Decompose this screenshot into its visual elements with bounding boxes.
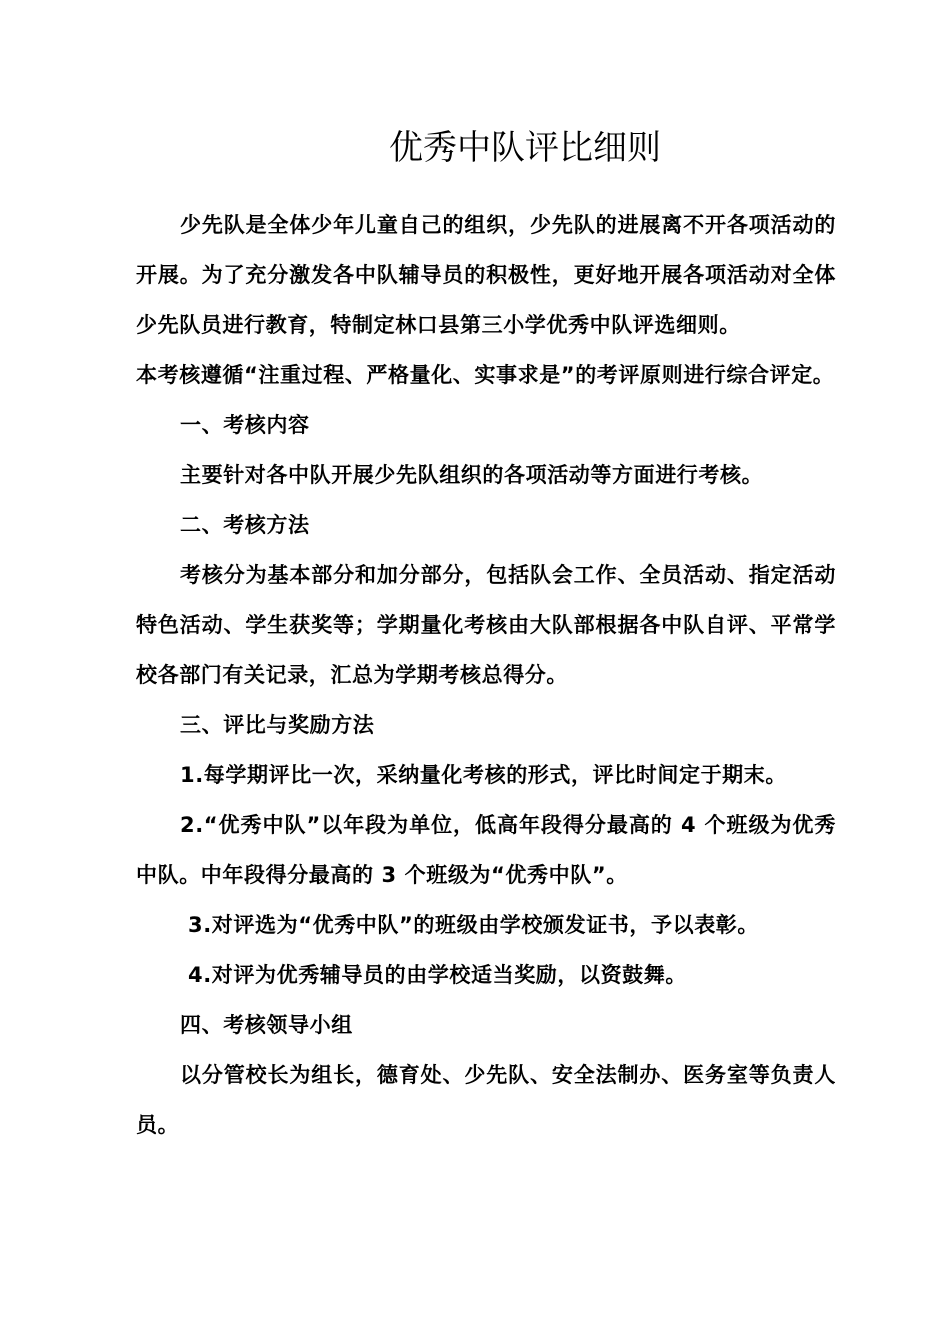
section-heading-reward: 三、评比与奖励方法 bbox=[180, 713, 375, 737]
leadership-paragraph: 以分管校长为组长，德育处、少先队、安全法制办、医务室等负责人员。 bbox=[136, 1063, 836, 1137]
document-title: 优秀中队评比细则 bbox=[389, 128, 661, 168]
content-paragraph: 主要针对各中队开展少先队组织的各项活动等方面进行考核。 bbox=[180, 463, 764, 487]
method-paragraph: 考核分为基本部分和加分部分，包括队会工作、全员活动、指定活动特色活动、学生获奖等；学期量化考核由大队部根据各中队自评、平常学校各部门有关记录，汇总为学期考核总得分。 bbox=[136, 563, 836, 687]
section-heading-leadership: 四、考核领导小组 bbox=[180, 1013, 353, 1037]
document-body bbox=[136, 200, 836, 1150]
reward-item-4: 4.对评为优秀辅导员的由学校适当奖励，以资鼓舞。 bbox=[188, 963, 687, 987]
intro-paragraph: 少先队是全体少年儿童自己的组织，少先队的进展离不开各项活动的开展。为了充分激发各中队辅导员的积极性，更好地开展各项活动对全体少先队员进行教育，特制定林口县第三小学优秀中队评选细则。 bbox=[136, 213, 836, 337]
principle-paragraph: 本考核遵循“注重过程、严格量化、实事求是”的考评原则进行综合评定。 bbox=[136, 363, 835, 387]
reward-item-1: 1.每学期评比一次，采纳量化考核的形式，评比时间定于期末。 bbox=[180, 763, 787, 787]
section-heading-content: 一、考核内容 bbox=[180, 413, 310, 437]
reward-item-3: 3.对评选为“优秀中队”的班级由学校颁发证书，予以表彰。 bbox=[188, 913, 759, 937]
reward-item-2: 2.“优秀中队”以年段为单位，低高年段得分最高的 4 个班级为优秀中队。中年段得分最高的 3 个班级为“优秀中队”。 bbox=[136, 813, 836, 887]
section-heading-method: 二、考核方法 bbox=[180, 513, 310, 537]
